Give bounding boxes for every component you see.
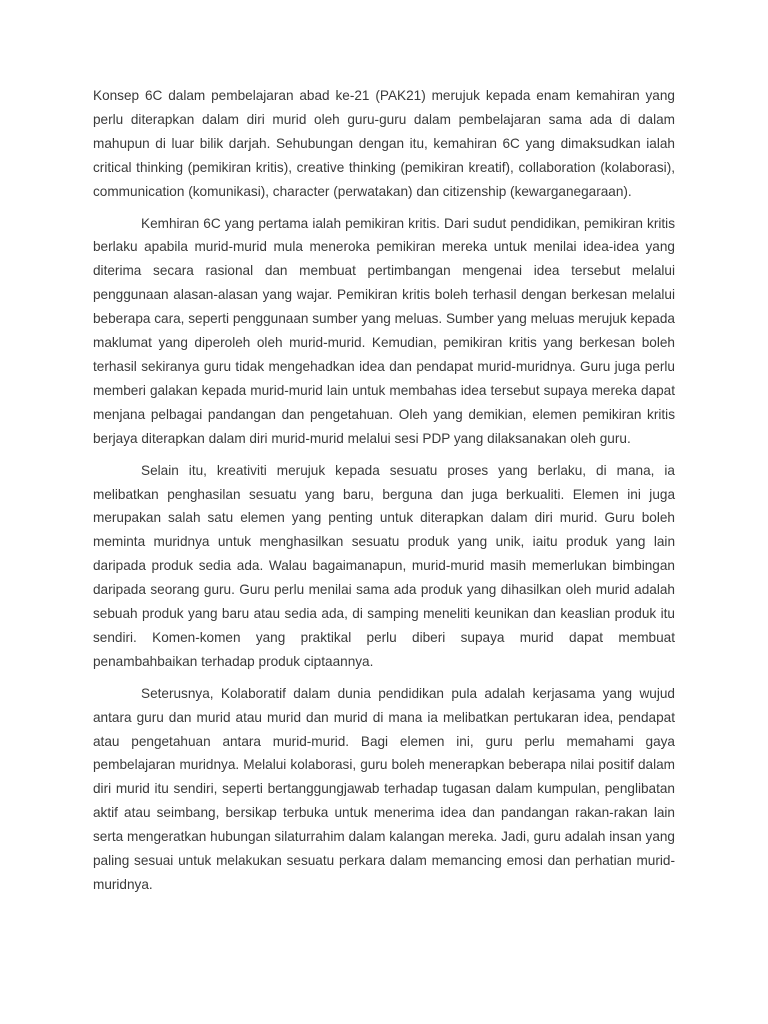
paragraph-creativity: Selain itu, kreativiti merujuk kepada sesuatu proses yang berlaku, di mana, ia melibatkan penghasilan sesuatu yang baru, berguna dan juga berkualiti. Elemen ini juga merupakan salah satu elemen yang penting untuk diterapkan dalam diri murid. Guru boleh meminta muridnya untuk menghasilkan sesuatu produk yang unik, iaitu produk yang lain daripada produk sedia ada. Walau bagaimanapun, murid-murid masih memerlukan bimbingan daripada seorang guru. Guru perlu menilai sama ada produk yang dihasilkan oleh murid adalah sebuah produk yang baru atau sedia ada, di samping meneliti keunikan dan keaslian produk itu sendiri. Komen-komen yang praktikal perlu diberi supaya murid dapat membuat penambahbaikan terhadap produk ciptaannya. xyxy=(93,462,675,669)
document-page xyxy=(93,84,675,905)
paragraph-collaboration: Seterusnya, Kolaboratif dalam dunia pendidikan pula adalah kerjasama yang wujud antara guru dan murid atau murid dan murid di mana ia melibatkan pertukaran idea, pendapat atau pengetahuan antara murid-murid. Bagi elemen ini, guru perlu memahami gaya pembelajaran muridnya. Melalui kolaborasi, guru boleh menerapkan beberapa nilai positif dalam diri murid itu sendiri, seperti bertanggungjawab terhadap tugasan dalam kumpulan, penglibatan aktif atau seimbang, bersikap terbuka untuk menerima idea dan pandangan rakan-rakan lain serta mengeratkan hubungan silaturrahim dalam kalangan mereka. Jadi, guru adalah insan yang paling sesuai untuk melakukan sesuatu perkara dalam memancing emosi dan perhatian murid-muridnya. xyxy=(93,685,675,892)
paragraph-critical-thinking: Kemhiran 6C yang pertama ialah pemikiran kritis. Dari sudut pendidikan, pemikiran kritis berlaku apabila murid-murid mula meneroka pemikiran mereka untuk menilai idea-idea yang diterima secara rasional dan membuat pertimbangan mengenai idea tersebut melalui penggunaan alasan-alasan yang wajar. Pemikiran kritis boleh terhasil dengan berkesan melalui beberapa cara, seperti penggunaan sumber yang meluas. Sumber yang meluas merujuk kepada maklumat yang diperoleh oleh murid-murid. Kemudian, pemikiran kritis yang berkesan boleh terhasil sekiranya guru tidak mengehadkan idea dan pendapat murid-muridnya. Guru juga perlu memberi galakan kepada murid-murid lain untuk membahas idea tersebut supaya mereka dapat menjana pelbagai pandangan dan pengetahuan. Oleh yang demikian, elemen pemikiran kritis berjaya diterapkan dalam diri murid-murid melalui sesi PDP yang dilaksanakan oleh guru. xyxy=(93,215,675,446)
paragraph-intro-6c: Konsep 6C dalam pembelajaran abad ke-21 (PAK21) merujuk kepada enam kemahiran yang perlu diterapkan dalam diri murid oleh guru-guru dalam pembelajaran sama ada di dalam mahupun di luar bilik darjah. Sehubungan dengan itu, kemahiran 6C yang dimaksudkan ialah critical thinking (pemikiran kritis), creative thinking (pemikiran kreatif), collaboration (kolaborasi), communication (komunikasi), character (perwatakan) dan citizenship (kewarganegaraan). xyxy=(93,88,675,199)
